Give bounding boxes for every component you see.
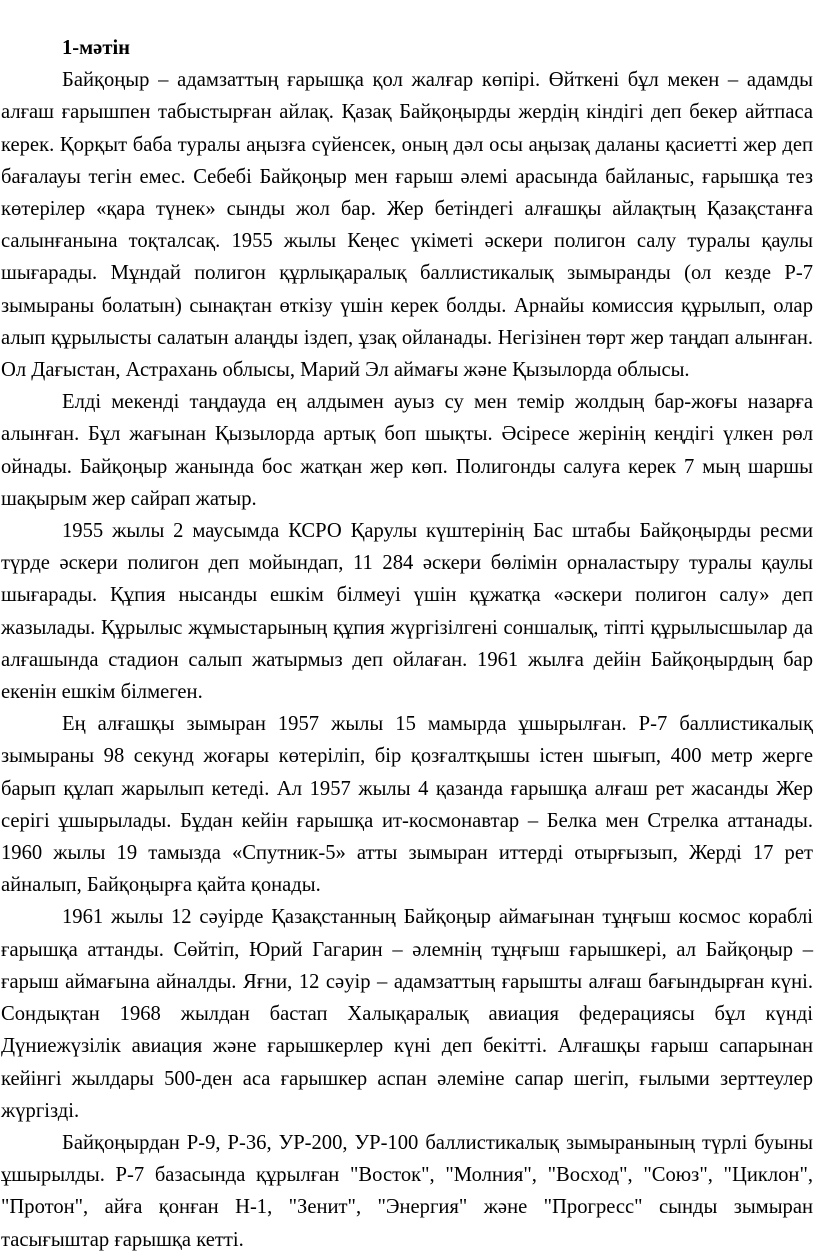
paragraph-1955-decree: 1955 жылы 2 маусымда КСРО Қарулы күштерінің Бас штабы Байқоңырды ресми түрде әскери полигон деп мойындап, 11 284 әскери бөлімін орналастыру туралы қаулы шығарады. Құпия нысанды ешкім білмеуі үшін құжатқа «әскери полигон салу» деп жазылады. Құрылыс жұмыстарының құпия жүргізілгені соншалық, тіпті құрылысшылар да алғашында стадион салып жатырмыз деп ойлаған. 1961 жылға дейін Байқоңырдың бар екенін ешкім білмеген. xyxy=(1,520,813,704)
paragraph-launch-vehicles: Байқоңырдан Р-9, Р-36, УР-200, УР-100 баллистикалық зымыранының түрлі буыны ұшырылды. Р-7 базасында құрылған "Восток", "Молния", "Восход", "Союз", "Циклон", "Протон", айға қонған Н-1, "Зенит", "Энергия" және "Прогресс" сынды зымыран тасығыштар ғарышқа кетті. xyxy=(1,1131,813,1251)
paragraph-baikonur-intro: Байқоңыр – адамзаттың ғарышқа қол жалғар көпірі. Өйткені бұл мекен – адамды алғаш ғарышпен табыстырған айлақ. Қазақ Байқоңырды жердің кіндігі деп бекер айтпаса керек. Қорқыт баба туралы аңызға сүйенсек, оның дәл осы аңызақ даланы қасиетті жер деп бағалауы тегін емес. Себебі Байқоңыр мен ғарыш әлемі арасында байланыс, ғарышқа тез көтерілер «қара түнек» сынды жол бар. Жер бетіндегі алғашқы айлақтың Қазақстанға салынғанына тоқталсақ. 1955 жылы Кеңес үкіметі әскери полигон салу туралы қаулы шығарады. Мұндай полигон құрлықаралық баллистикалық зымыранды (ол кезде Р-7 зымыраны болатын) сынақтан өткізу үшін керек болды. Арнайы комиссия құрылып, олар алып құрылысты салатын алаңды іздеп, ұзақ ойланады. Негізінен төрт жер таңдап алынған. Ол Дағыстан, Астрахань облысы, Марий Эл аймағы және Қызылорда облысы. xyxy=(1,69,813,382)
document-heading: 1-мәтін xyxy=(62,37,131,59)
paragraph-first-rocket: Ең алғашқы зымыран 1957 жылы 15 мамырда ұшырылған. Р-7 баллистикалық зымыраны 98 секунд жоғары көтеріліп, бір қозғалтқышы істен шығып, 400 метр жерге барып құлап жарылып кетеді. Ал 1957 жылы 4 қазанда ғарышқа алғаш рет жасанды Жер серігі ұшырылады. Бұдан кейін ғарышқа ит-космонавтар – Белка мен Стрелка аттанады. 1960 жылы 19 тамызда «Спутник-5» атты зымыран иттерді отырғызып, Жерді 17 рет айналып, Байқоңырға қайта қонады. xyxy=(1,713,813,897)
paragraph-site-selection: Елді мекенді таңдауда ең алдымен ауыз су мен темір жолдың бар-жоғы назарға алынған. Бұл жағынан Қызылорда артық боп шықты. Әсіресе жерінің кеңдігі үлкен рөл ойнады. Байқоңыр жанында бос жатқан жер көп. Полигонды салуға керек 7 мың шаршы шақырым жер сайрап жатыр. xyxy=(1,391,813,510)
paragraph-gagarin: 1961 жылы 12 сәуірде Қазақстанның Байқоңыр аймағынан тұңғыш космос кораблі ғарышқа аттанды. Сөйтіп, Юрий Гагарин – әлемнің тұңғыш ғарышкері, ал Байқоңыр – ғарыш аймағына айналды. Яғни, 12 сәуір – адамзаттың ғарышты алғаш бағындырған күні. Сондықтан 1968 жылдан бастап Халықаралық авиация федерациясы бұл күнді Дүниежүзілік авиация және ғарышкерлер күні деп бекітті. Алғашқы ғарыш сапарынан кейінгі жылдары 500-ден аса ғарышкер аспан әлеміне сапар шегіп, ғылыми зерттеулер жүргізді. xyxy=(1,906,813,1122)
